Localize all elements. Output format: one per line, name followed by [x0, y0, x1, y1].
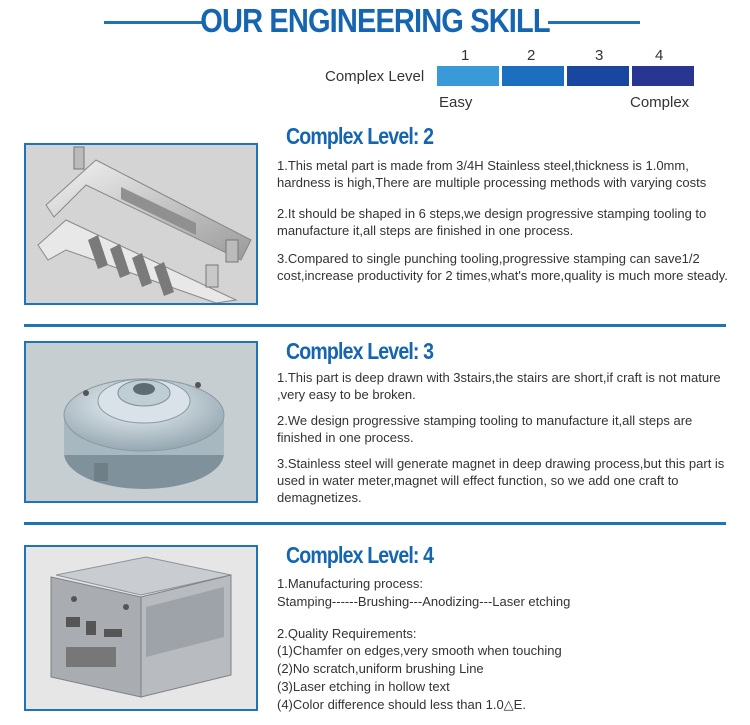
section-4-line-3: 2.Quality Requirements: [277, 626, 417, 641]
metal-bracket-icon [26, 145, 256, 303]
page-title: OUR ENGINEERING SKILL [200, 2, 550, 39]
section-heading-level-2: Complex Level: 2 [286, 123, 434, 149]
legend-num-1: 1 [461, 47, 470, 64]
legend-num-2: 2 [527, 47, 536, 64]
section-4-line-4: (1)Chamfer on edges,very smooth when touching [277, 643, 562, 658]
section-heading-level-4: Complex Level: 4 [286, 542, 434, 568]
legend-bar-3 [567, 66, 629, 86]
legend-bar-4 [632, 66, 694, 86]
section-3-paragraph-1: 1.This part is deep drawn with 3stairs,the stairs are short,if craft is not mature ,very easy to be broken. [277, 370, 721, 402]
section-4-line-5: (2)No scratch,uniform brushing Line [277, 661, 484, 676]
section-divider-1 [24, 324, 726, 327]
section-2-paragraph-3: 3.Compared to single punching tooling,progressive stamping can save1/2 cost,increase productivity for 2 times,what's more,quality is much more steady. [277, 251, 728, 283]
metal-chassis-icon [26, 547, 256, 709]
section-heading-level-3: Complex Level: 3 [286, 338, 434, 364]
section-4-line-2: Stamping------Brushing---Anodizing---Laser etching [277, 594, 571, 609]
section-divider-2 [24, 522, 726, 525]
legend-complex-label: Complex [630, 94, 690, 111]
section-4-line-6: (3)Laser etching in hollow text [277, 679, 450, 694]
legend-label: Complex Level [325, 68, 425, 85]
section-2-paragraph-1: 1.This metal part is made from 3/4H Stainless steel,thickness is 1.0mm, hardness is high,There are multiple processing methods with varying costs [277, 158, 707, 190]
legend-num-4: 4 [655, 47, 664, 64]
legend-num-3: 3 [595, 47, 604, 64]
section-3-paragraph-3: 3.Stainless steel will generate magnet in deep drawing process,but this part is used in water meter,magnet will effect function, so we add one craft to demagnetizes. [277, 456, 725, 505]
section-2-paragraph-2: 2.It should be shaped in 6 steps,we design progressive stamping tooling to manufacture it,all steps are finished in one process. [277, 206, 707, 238]
metal-chassis-photo [24, 545, 258, 711]
bracket-photo [24, 143, 258, 305]
section-3-paragraph-2: 2.We design progressive stamping tooling to manufacture it,all steps are finished in one process. [277, 413, 693, 445]
deep-drawn-cup-icon [26, 343, 256, 501]
deep-drawn-part-photo [24, 341, 258, 503]
legend-bar-2 [502, 66, 564, 86]
section-4-line-1: 1.Manufacturing process: [277, 576, 423, 591]
section-4-line-7: (4)Color difference should less than 1.0△E. [277, 697, 526, 712]
legend-easy-label: Easy [439, 94, 473, 111]
legend-bar-1 [437, 66, 499, 86]
